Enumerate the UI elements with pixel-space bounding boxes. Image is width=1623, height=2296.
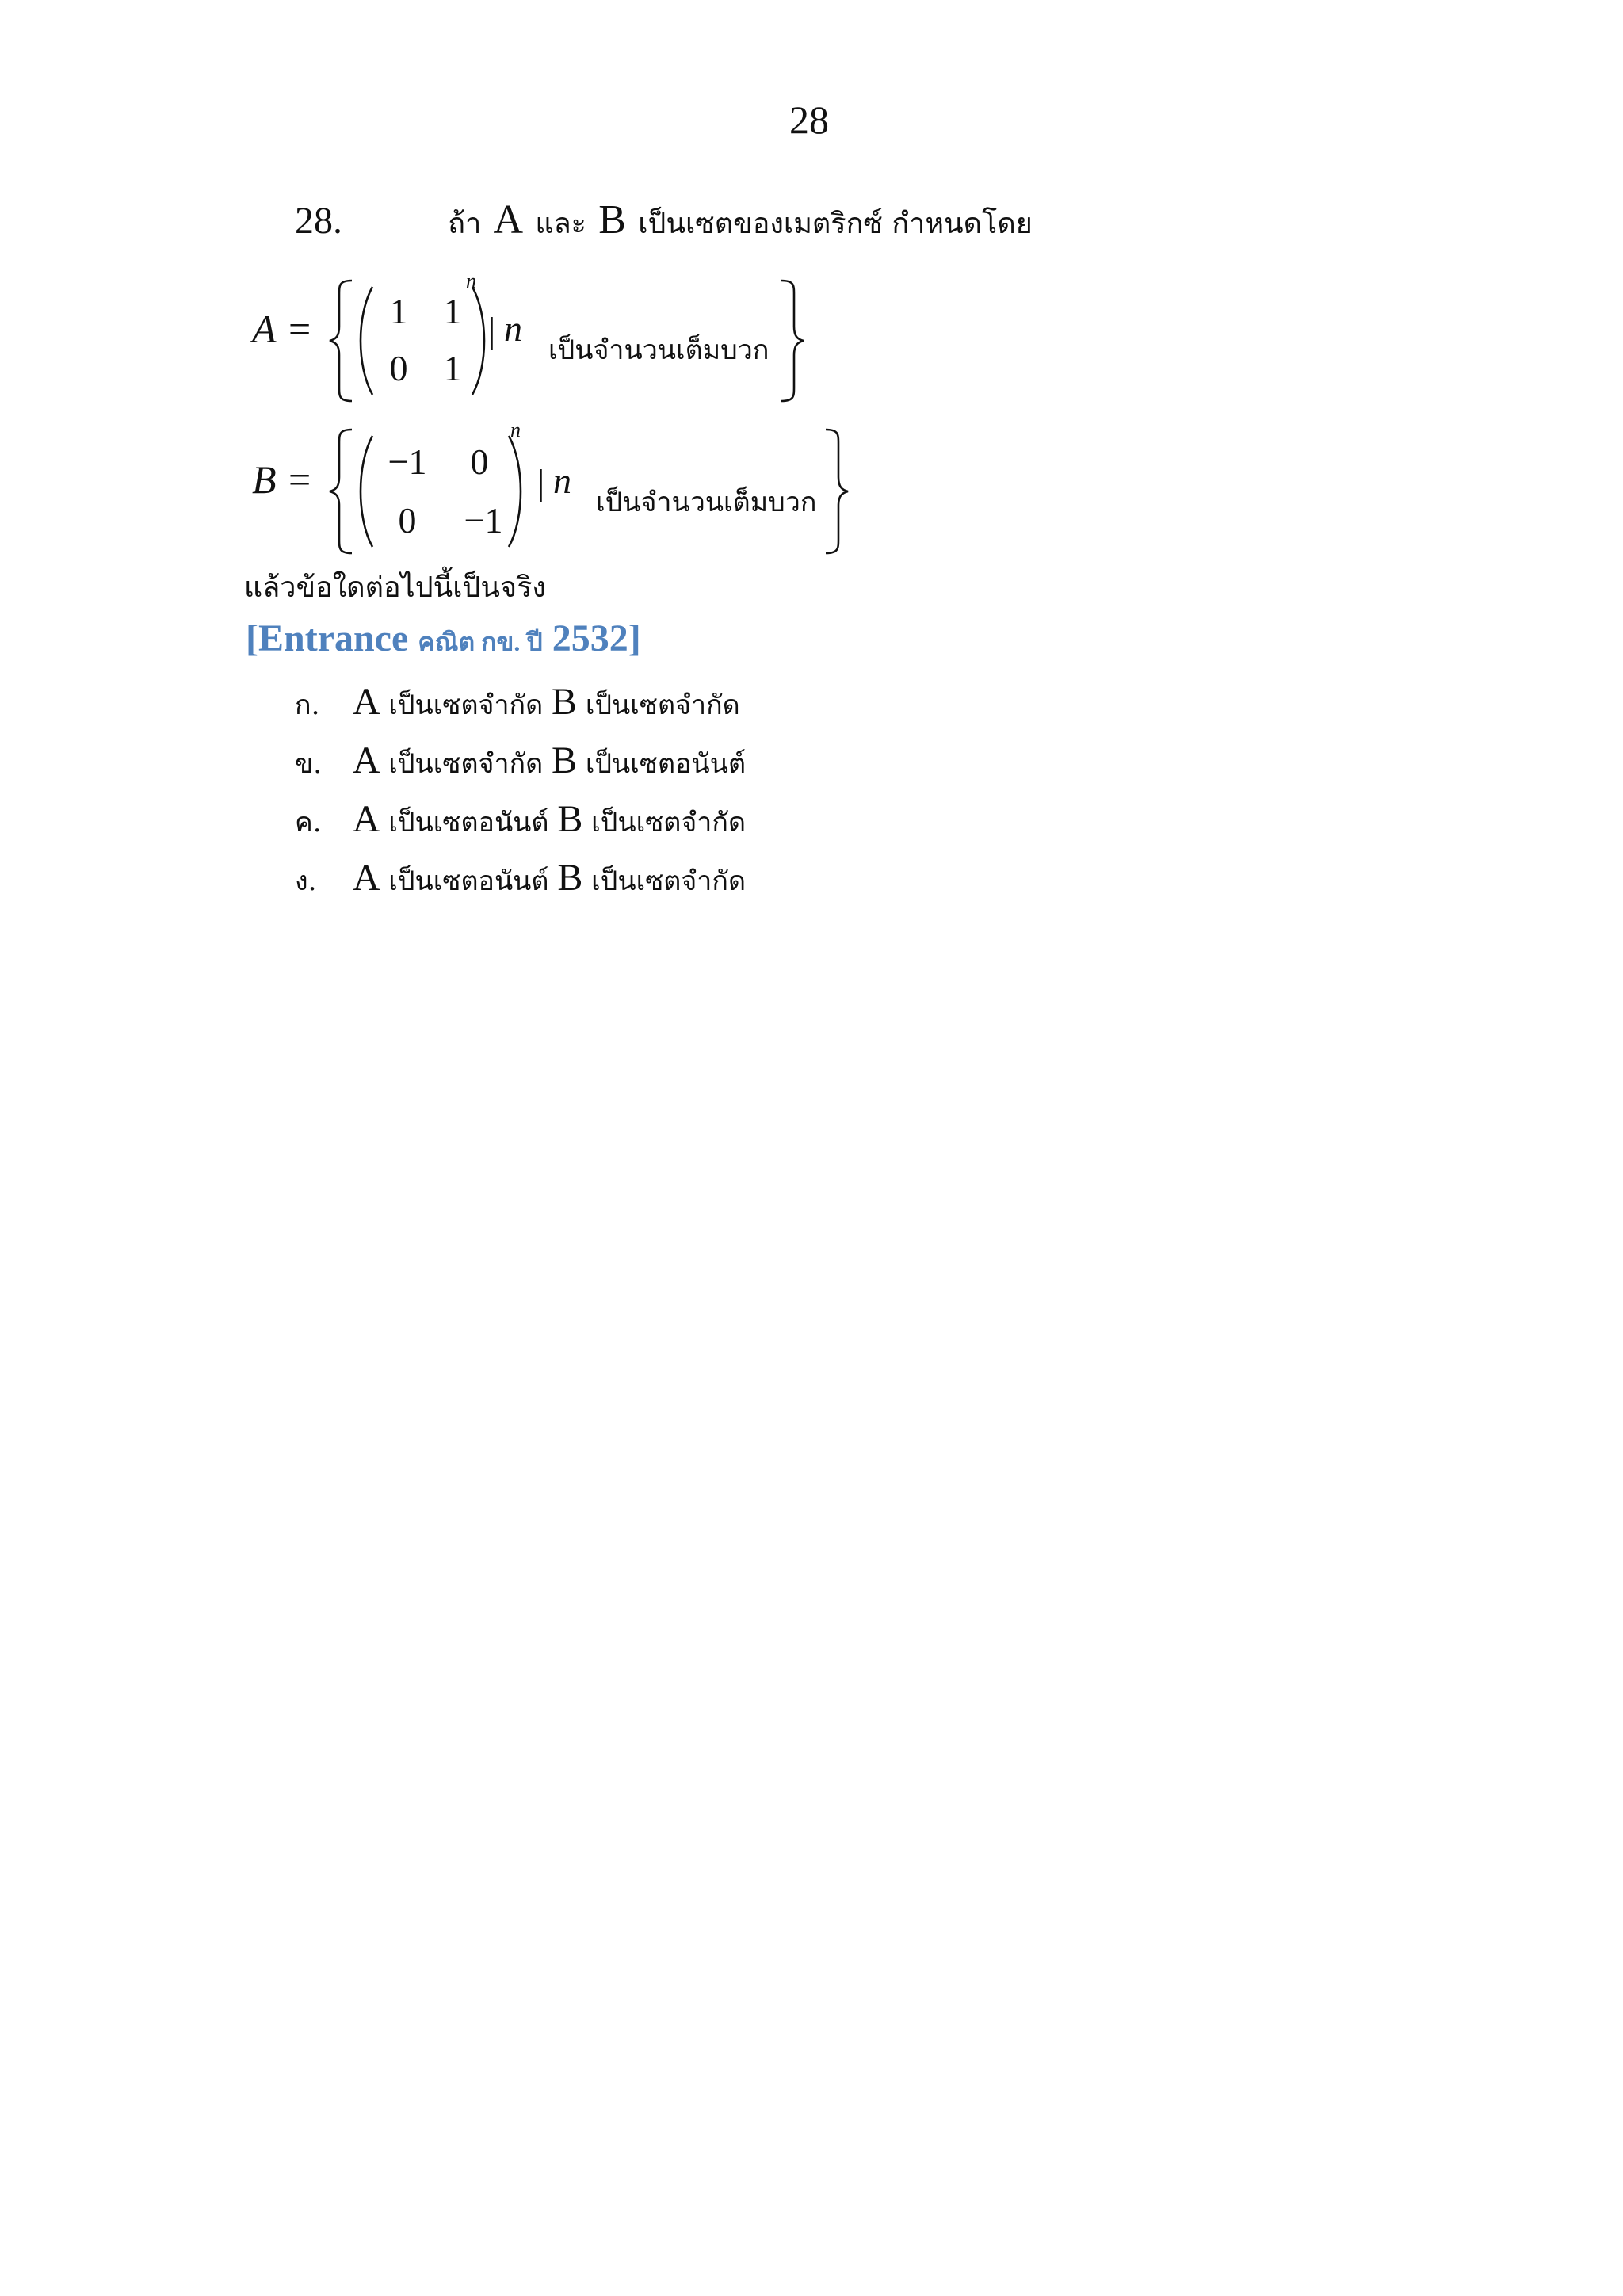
question-stem-suffix: เป็นเซตของเมตริกซ์ กำหนดโดย <box>638 208 1033 240</box>
matrix-cell: 0 <box>398 500 417 541</box>
matrix-cell: −1 <box>464 500 503 541</box>
set-a-matrix-left-paren <box>353 284 377 398</box>
choice-set-b-desc: เป็นเซตอนันต์ <box>585 748 747 780</box>
choice-item[interactable] <box>295 797 746 843</box>
choice-label: ค. <box>295 807 322 839</box>
choice-label: ก. <box>295 690 320 721</box>
source-open: [Entrance <box>246 617 409 659</box>
set-b-equals: = <box>288 457 311 502</box>
choice-set-a-desc: เป็นเซตอนันต์ <box>388 807 549 839</box>
page-number: 28 <box>789 97 829 142</box>
source-year: 2532] <box>552 617 641 659</box>
choice-item[interactable] <box>295 856 746 902</box>
choice-set-b-desc: เป็นเซตจำกัด <box>585 690 740 721</box>
source-tag <box>246 617 641 663</box>
choice-set-a-desc: เป็นเซตจำกัด <box>388 748 544 780</box>
choice-set-a-desc: เป็นเซตอนันต์ <box>388 865 549 897</box>
choice-set-b: B <box>557 857 583 899</box>
choice-set-a-desc: เป็นเซตจำกัด <box>388 690 544 721</box>
choice-label: ข. <box>295 748 323 780</box>
set-a-equals: = <box>288 307 311 351</box>
set-a-exponent: n <box>466 269 476 292</box>
choice-set-b: B <box>552 739 578 781</box>
set-a-condition: เป็นจำนวนเต็มบวก <box>548 334 769 366</box>
set-b-left-brace <box>325 426 357 556</box>
set-a-variable: n <box>504 308 522 349</box>
choice-set-b: B <box>557 798 583 840</box>
source-subject: คณิต กข. ปี <box>418 628 543 656</box>
question-stem-prefix: ถ้า <box>448 208 482 240</box>
question-number: 28. <box>295 200 342 242</box>
matrix-cell: 0 <box>389 348 408 388</box>
choice-set-a: A <box>352 681 380 723</box>
set-b-exponent: n <box>510 418 521 441</box>
matrix-cell: −1 <box>388 441 427 482</box>
set-b-separator: | <box>537 462 545 502</box>
set-b-variable: n <box>553 460 571 501</box>
choice-set-b-desc: เป็นเซตจำกัด <box>591 807 747 839</box>
choice-set-a: A <box>352 857 380 899</box>
choice-set-a: A <box>352 739 380 781</box>
matrix-cell: 1 <box>389 291 408 331</box>
set-a-right-brace <box>777 277 808 404</box>
set-a-separator: | <box>488 310 496 350</box>
matrix-cell: 1 <box>443 348 462 388</box>
set-b-name: B <box>252 457 277 502</box>
set-b-condition: เป็นจำนวนเต็มบวก <box>596 487 817 518</box>
set-b-matrix-left-paren <box>353 433 377 550</box>
set-a-matrix <box>379 284 474 398</box>
choice-item[interactable] <box>295 680 740 726</box>
matrix-cell: 0 <box>470 441 489 482</box>
set-a-left-brace <box>325 277 357 404</box>
stem-and-word: และ <box>535 208 586 240</box>
stem-set-b-letter: B <box>598 197 626 243</box>
set-b-matrix-right-paren <box>504 433 528 550</box>
question-prompt: แล้วข้อใดต่อไปนี้เป็นจริง <box>244 571 547 604</box>
stem-set-a-letter: A <box>493 197 524 243</box>
set-b-right-brace <box>821 426 853 556</box>
question-header <box>295 197 1033 246</box>
choice-item[interactable] <box>295 739 746 785</box>
choice-set-b-desc: เป็นเซตจำกัด <box>591 865 747 897</box>
set-b-matrix <box>376 433 510 550</box>
choice-set-b: B <box>552 681 578 723</box>
matrix-cell: 1 <box>443 291 462 331</box>
choice-set-a: A <box>352 798 380 840</box>
choice-label: ง. <box>295 865 317 897</box>
set-a-name: A <box>252 307 277 351</box>
